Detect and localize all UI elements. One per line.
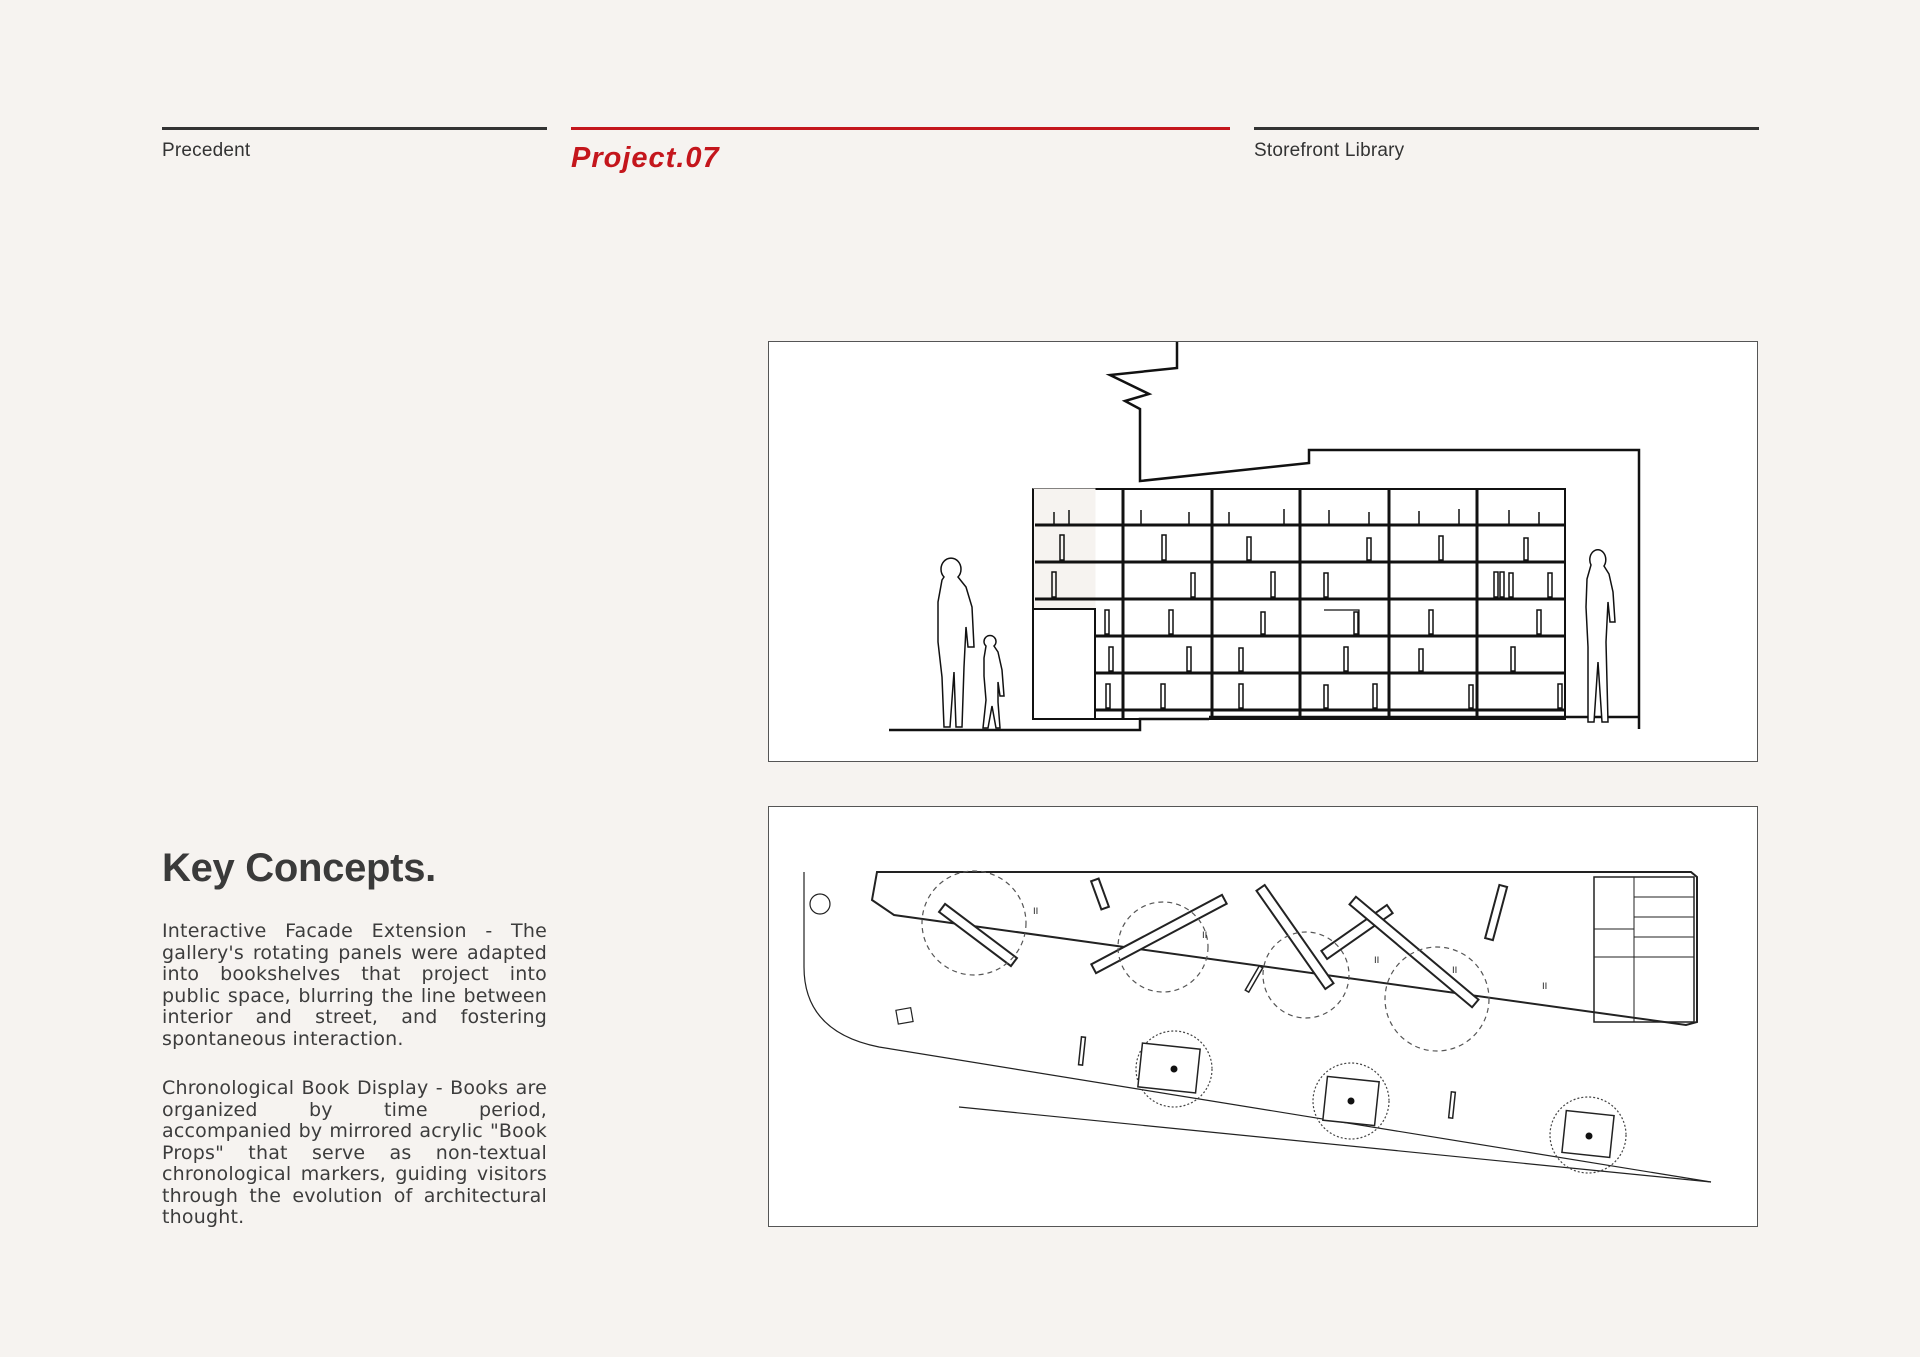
- precedent-label: Precedent: [162, 140, 251, 161]
- elevation-drawing: [768, 341, 1758, 762]
- header-rule: [1254, 127, 1759, 130]
- key-concepts-title: Key Concepts.: [162, 846, 436, 890]
- svg-text:II: II: [1033, 907, 1039, 917]
- person-right-silhouette: [1586, 550, 1615, 722]
- header-storefront: [1254, 127, 1759, 162]
- storefront-library-label: Storefront Library: [1254, 140, 1405, 161]
- concept-paragraph-book-display: Chronological Book Display - Books are organized by time period, accompanied by mirrored acrylic "Book Props" that serve as non-textual chronological markers, guiding visitors through the evolution of architectural thought.: [162, 1077, 547, 1228]
- tree-planter: [1138, 1043, 1200, 1093]
- header-accent-rule: [571, 127, 1230, 130]
- svg-text:II: II: [1542, 982, 1548, 992]
- svg-text:II: II: [1374, 956, 1380, 966]
- rotation-radius: [922, 871, 1026, 975]
- concept-paragraph-facade: Interactive Facade Extension - The gallery's rotating panels were adapted into bookshelves that project into public space, blurring the line between interior and street, and fostering spontaneous interaction.: [162, 920, 547, 1050]
- column-marker: [810, 894, 830, 914]
- project-title: Project.07: [571, 142, 720, 174]
- svg-text:II: II: [1202, 931, 1208, 941]
- svg-text:II: II: [1452, 966, 1458, 976]
- person-adult-silhouette: [938, 558, 974, 727]
- header-rule: [162, 127, 547, 130]
- rotating-shelf-panel: [939, 904, 1017, 966]
- plan-drawing: [768, 806, 1758, 1227]
- person-child-silhouette: [983, 636, 1004, 728]
- header-precedent: [162, 127, 547, 162]
- key-concepts-section: [162, 846, 547, 1257]
- header-project: [571, 127, 1230, 175]
- ground-line: [889, 719, 1209, 730]
